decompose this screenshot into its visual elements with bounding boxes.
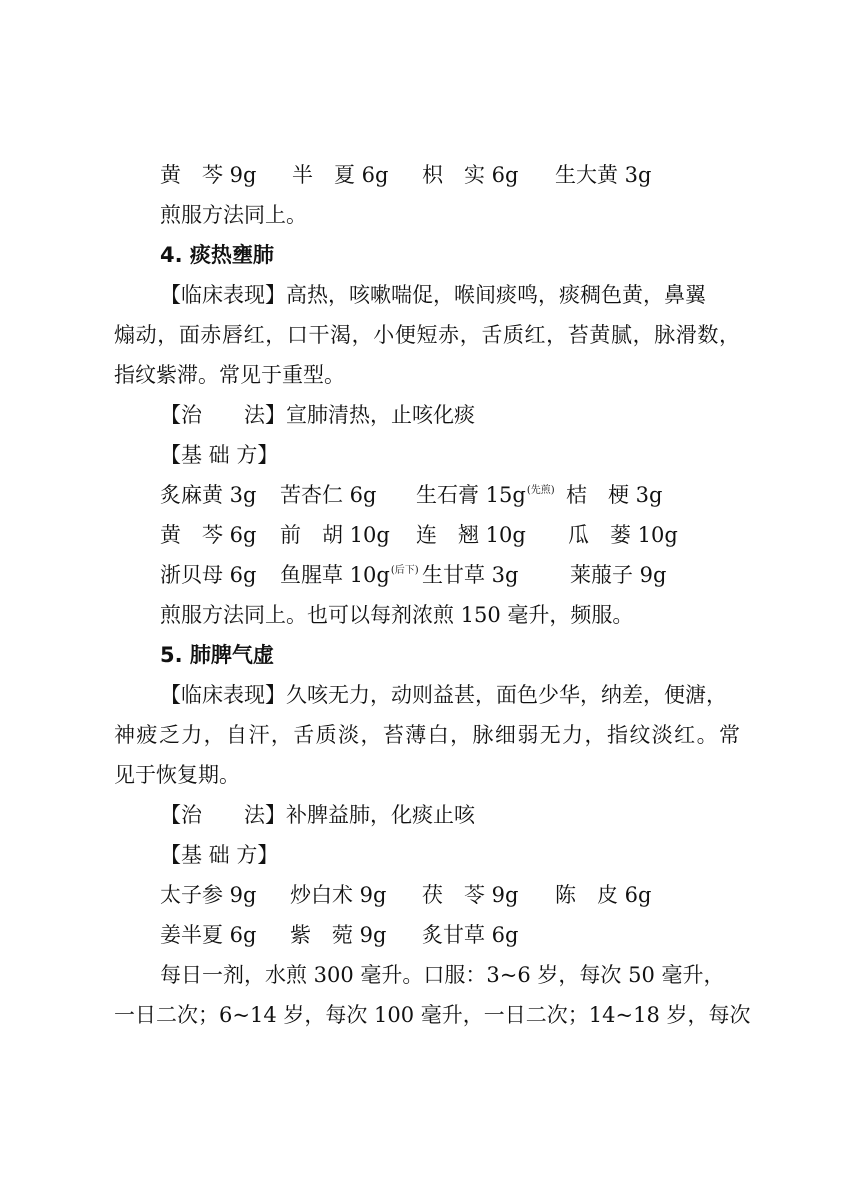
herb-item: 黄 芩 9g bbox=[160, 163, 257, 187]
herb-item: 茯 苓 9g bbox=[422, 883, 519, 907]
herb-item: 炒白术 9g bbox=[290, 883, 387, 907]
formula-row bbox=[160, 560, 760, 590]
herb-item: 炙甘草 6g bbox=[422, 923, 519, 947]
formula-row bbox=[160, 520, 760, 550]
herb-item: 紫 菀 9g bbox=[290, 923, 387, 947]
herb-item-with-note bbox=[416, 480, 555, 515]
treatment-label: 【治 法】 bbox=[160, 403, 286, 427]
clinical-text: 久咳无力，动则益甚，面色少华，纳差，便溏， bbox=[286, 683, 727, 707]
clinical-label: 【临床表现】 bbox=[160, 283, 286, 307]
formula-row bbox=[160, 160, 760, 190]
herb-item: 炙麻黄 3g bbox=[160, 483, 257, 507]
clinical-label: 【临床表现】 bbox=[160, 683, 286, 707]
method-text: 煎服方法同上。 bbox=[160, 203, 307, 227]
clinical-line: 指纹紫滞。常见于重型。 bbox=[114, 363, 345, 387]
herb-item-with-note bbox=[280, 560, 419, 595]
herb-item: 苦杏仁 6g bbox=[280, 483, 377, 507]
herb-item: 半 夏 6g bbox=[292, 163, 389, 187]
herb-item: 连 翘 10g bbox=[416, 523, 526, 547]
herb-item: 生大黄 3g bbox=[555, 163, 652, 187]
herb-name: 鱼腥草 10g bbox=[280, 563, 390, 587]
formula-label: 【基 础 方】 bbox=[160, 843, 279, 867]
clinical-line: 见于恢复期。 bbox=[114, 763, 240, 787]
formula-label: 【基 础 方】 bbox=[160, 443, 279, 467]
dosage-line: 每日一剂，水煎 300 毫升。口服：3~6 岁，每次 50 毫升， bbox=[160, 963, 725, 987]
treatment-label: 【治 法】 bbox=[160, 803, 286, 827]
formula-row bbox=[160, 880, 760, 910]
treatment-text: 补脾益肺，化痰止咳 bbox=[286, 803, 475, 827]
dosage-line: 一日二次；6~14 岁，每次 100 毫升，一日二次；14~18 岁，每次 bbox=[114, 1003, 751, 1027]
herb-item: 前 胡 10g bbox=[280, 523, 390, 547]
clinical-line bbox=[160, 280, 706, 310]
herb-item: 陈 皮 6g bbox=[555, 883, 652, 907]
herb-item: 生甘草 3g bbox=[422, 563, 519, 587]
herb-item: 瓜 蒌 10g bbox=[568, 523, 678, 547]
treatment-text: 宣肺清热，止咳化痰 bbox=[286, 403, 475, 427]
clinical-line bbox=[160, 680, 727, 710]
herb-name: 生石膏 15g bbox=[416, 483, 526, 507]
formula-row bbox=[160, 480, 760, 510]
herb-item: 太子参 9g bbox=[160, 883, 257, 907]
formula-row bbox=[160, 920, 760, 950]
herb-item: 桔 梗 3g bbox=[566, 483, 663, 507]
herb-item: 浙贝母 6g bbox=[160, 563, 257, 587]
prep-note: (后下) bbox=[390, 565, 419, 576]
section-heading: 5. 肺脾气虚 bbox=[160, 643, 274, 667]
herb-item: 黄 芩 6g bbox=[160, 523, 257, 547]
clinical-line: 煽动，面赤唇红，口干渴，小便短赤，舌质红，苔黄腻，脉滑数， bbox=[114, 323, 740, 347]
herb-item: 枳 实 6g bbox=[422, 163, 519, 187]
clinical-text: 高热，咳嗽喘促，喉间痰鸣，痰稠色黄，鼻翼 bbox=[286, 283, 706, 307]
clinical-line: 神疲乏力，自汗，舌质淡，苔薄白，脉细弱无力，指纹淡红。常 bbox=[114, 723, 740, 747]
herb-item: 莱菔子 9g bbox=[570, 563, 667, 587]
herb-item: 姜半夏 6g bbox=[160, 923, 257, 947]
treatment-line bbox=[160, 800, 475, 830]
prep-note: (先煎) bbox=[526, 485, 555, 496]
section-heading: 4. 痰热壅肺 bbox=[160, 243, 274, 267]
method-text: 煎服方法同上。也可以每剂浓煎 150 毫升，频服。 bbox=[160, 603, 634, 627]
treatment-line bbox=[160, 400, 475, 430]
